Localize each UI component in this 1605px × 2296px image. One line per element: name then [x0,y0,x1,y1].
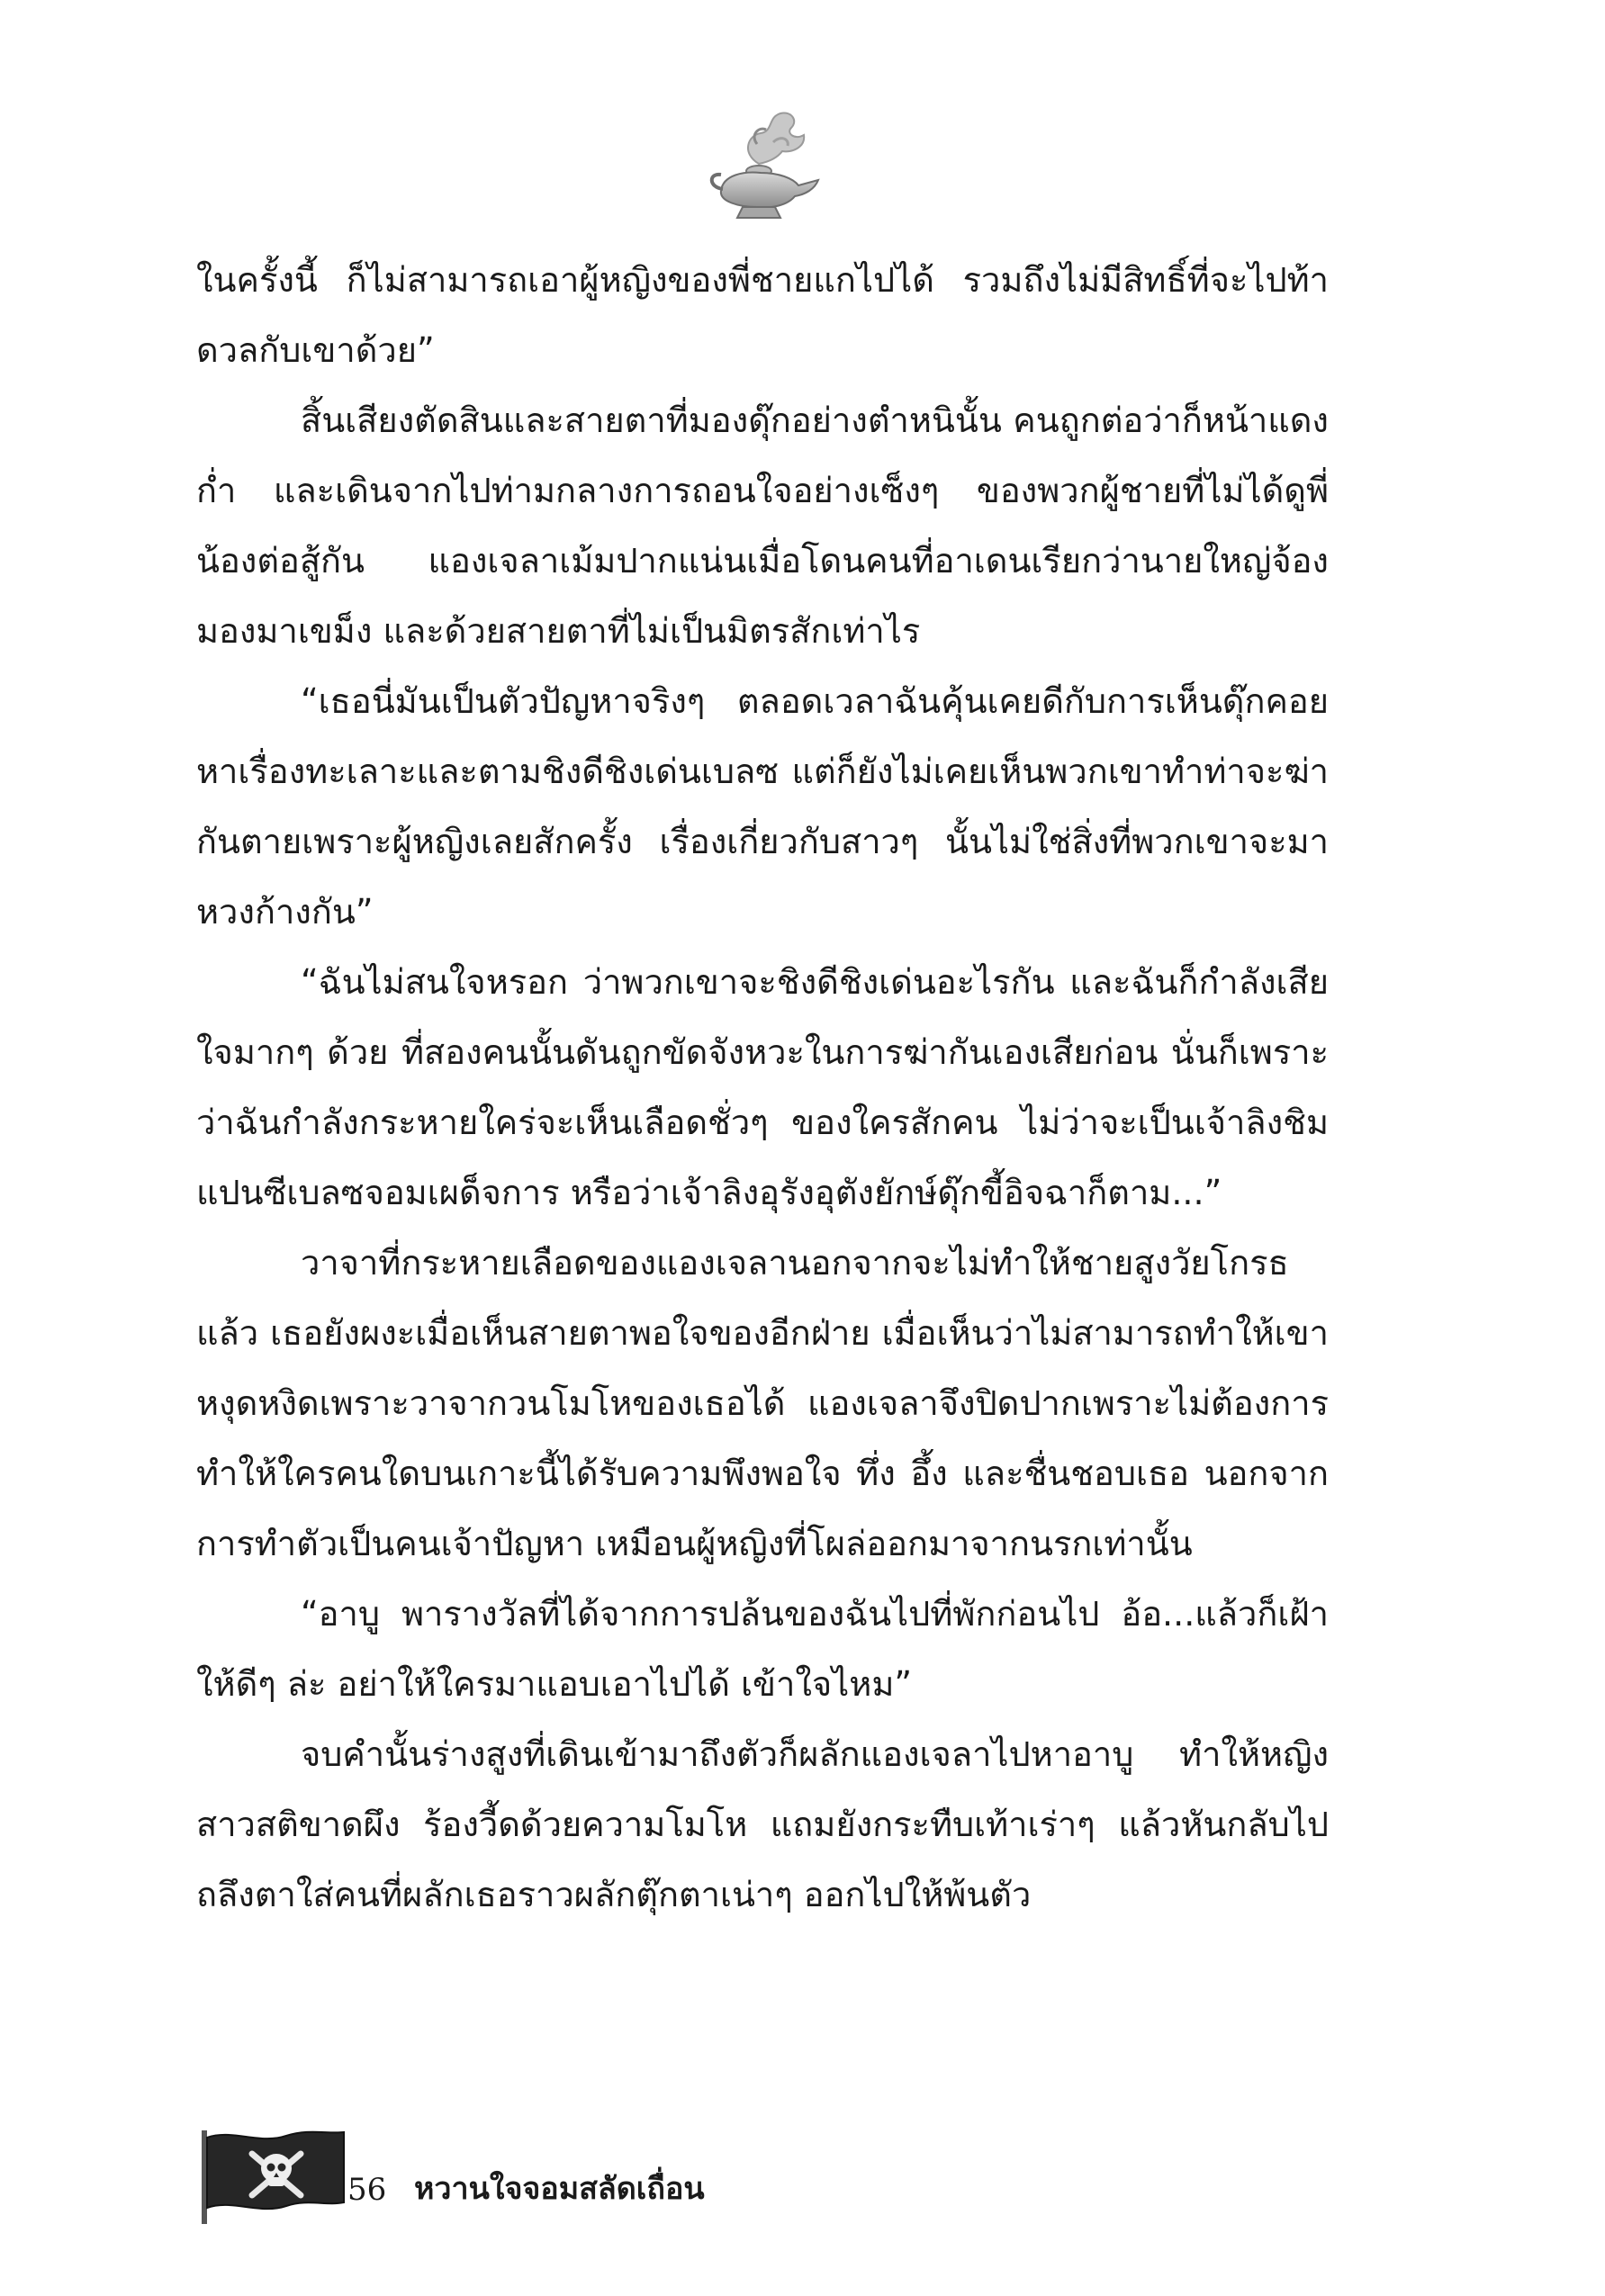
paragraph: สิ้นเสียงตัดสินและสายตาที่มองดุ๊กอย่างตำหนินั้น คนถูกต่อว่าก็หน้าแดงก่ำ และเดินจากไปท่ามกลางการถอนใจอย่างเซ็งๆ ของพวกผู้ชายที่ไม่ได้ดูพี่น้องต่อสู้กัน แองเจลาเม้มปากแน่นเมื่อโดนคนที่อาเดนเรียกว่านายใหญ่จ้องมองมาเขม็ง และด้วยสายตาที่ไม่เป็นมิตรสักเท่าไร [196,401,1329,651]
paragraph: วาจาที่กระหายเลือดของแองเจลานอกจากจะไม่ทำให้ชายสูงวัยโกรธแล้ว เธอยังผงะเมื่อเห็นสายตาพอใจของอีกฝ่าย เมื่อเห็นว่าไม่สามารถทำให้เขาหงุดหงิดเพราะวาจากวนโมโหของเธอได้ แองเจลาจึงปิดปากเพราะไม่ต้องการทำให้ใครคนใดบนเกาะนี้ได้รับความพึงพอใจ ทึ่ง อึ้ง และชื่นชอบเธอ นอกจากการทำตัวเป็นคนเจ้าปัญหา เหมือนผู้หญิงที่โผล่ออกมาจากนรกเท่านั้น [196,1243,1329,1563]
paragraph: “ฉันไม่สนใจหรอก ว่าพวกเขาจะชิงดีชิงเด่นอะไรกัน และฉันก็กำลังเสียใจมากๆ ด้วย ที่สองคนนั้นดันถูกขัดจังหวะในการฆ่ากันเองเสียก่อน นั่นก็เพราะว่าฉันกำลังกระหายใคร่จะเห็นเลือดชั่วๆ ของใครสักคน ไม่ว่าจะเป็นเจ้าลิงชิมแปนซีเบลซจอมเผด็จการ หรือว่าเจ้าลิงอุรังอุตังยักษ์ดุ๊กขี้อิจฉาก็ตาม...” [196,962,1329,1212]
paragraph: “เธอนี่มันเป็นตัวปัญหาจริงๆ ตลอดเวลาฉันคุ้นเคยดีกับการเห็นดุ๊กคอยหาเรื่องทะเลาะและตามชิงดีชิงเด่นเบลซ แต่ก็ยังไม่เคยเห็นพวกเขาทำท่าจะฆ่ากันตายเพราะผู้หญิงเลยสักครั้ง เรื่องเกี่ยวกับสาวๆ นั้นไม่ใช่สิ่งที่พวกเขาจะมาหวงก้างกัน” [196,681,1329,932]
magic-lamp-icon [705,108,822,230]
page-number: 56 [347,2172,387,2208]
paragraph: จบคำนั้นร่างสูงที่เดินเข้ามาถึงตัวก็ผลักแองเจลาไปหาอาบู ทำให้หญิงสาวสติขาดผึง ร้องวี้ดด้วยความโมโห แถมยังกระทืบเท้าเร่าๆ แล้วหันกลับไปถลึงตาใส่คนที่ผลักเธอราวผลักตุ๊กตาเน่าๆ ออกไปให้พ้นตัว [196,1734,1329,1914]
pirate-flag-icon [196,2127,349,2226]
paragraph: ในครั้งนี้ ก็ไม่สามารถเอาผู้หญิงของพี่ชายแกไปได้ รวมถึงไม่มีสิทธิ์ที่จะไปท้าดวลกับเขาด้วย” [196,260,1329,370]
body-text [196,245,1329,1930]
book-title: หวานใจจอมสลัดเถื่อน [414,2171,705,2207]
paragraph: “อาบู พารางวัลที่ได้จากการปล้นของฉันไปที่พักก่อนไป อ้อ...แล้วก็เฝ้าให้ดีๆ ล่ะ อย่าให้ใครมาแอบเอาไปได้ เข้าใจไหม” [196,1594,1329,1704]
page-footer [196,2127,1006,2226]
